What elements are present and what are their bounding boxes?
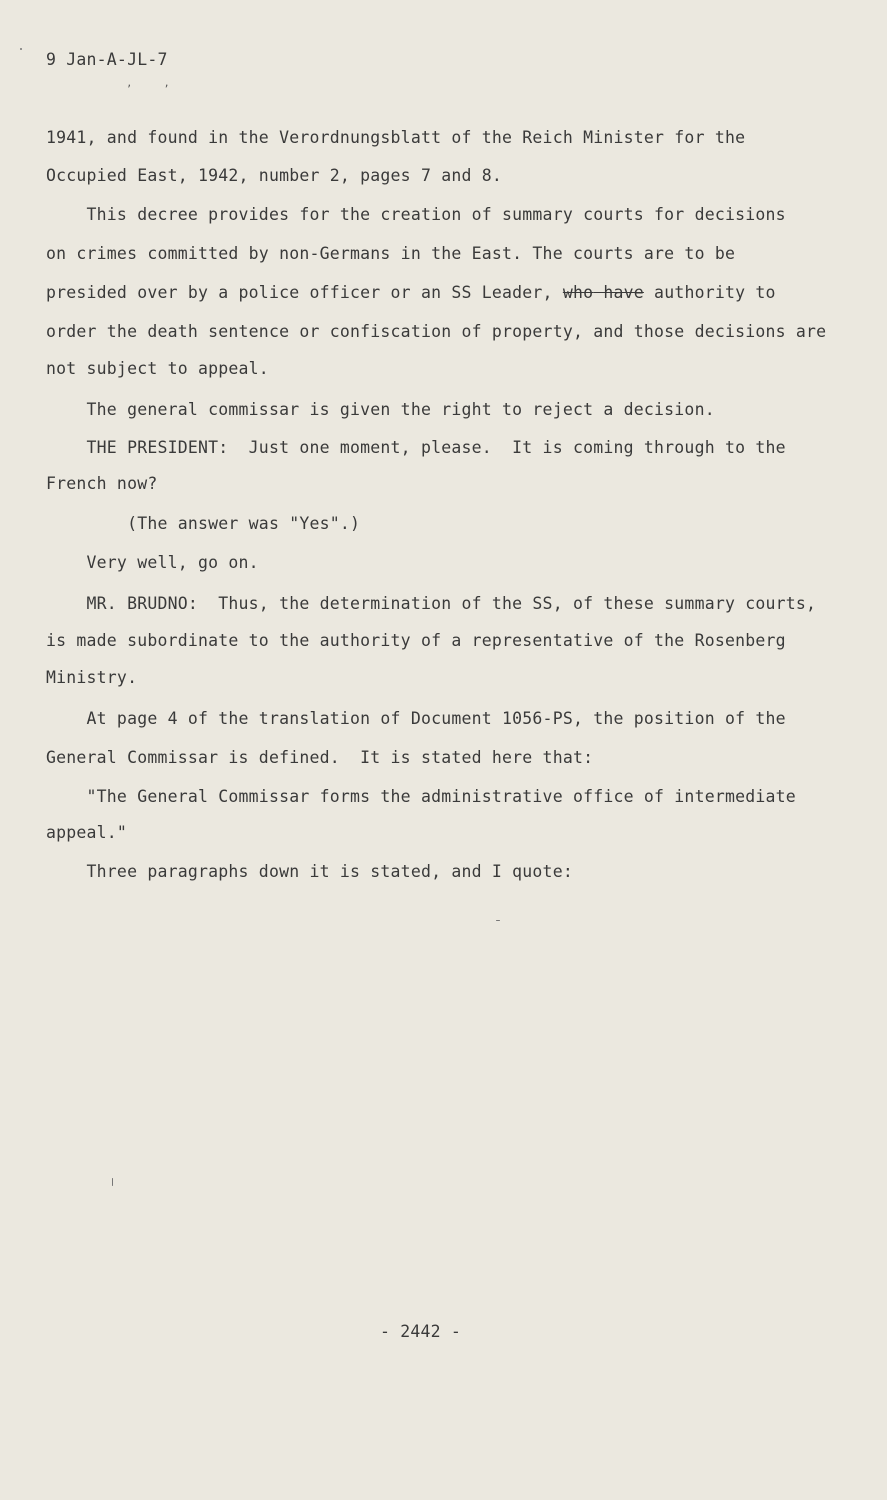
text-line: General Commissar is defined. It is stated here that: bbox=[46, 748, 594, 767]
text-line: is made subordinate to the authority of a representative of the Rosenberg bbox=[46, 631, 786, 650]
page-header: 9 Jan-A-JL-7 bbox=[46, 50, 168, 69]
text-line: THE PRESIDENT: Just one moment, please. It is coming through to the bbox=[46, 438, 786, 457]
text-line: The general commissar is given the right to reject a decision. bbox=[46, 400, 715, 419]
paper-speck bbox=[112, 1178, 113, 1186]
text-line: Three paragraphs down it is stated, and I quote: bbox=[46, 862, 573, 881]
text-line: Occupied East, 1942, number 2, pages 7 and 8. bbox=[46, 166, 503, 185]
struck-word: have bbox=[593, 283, 644, 302]
text-line bbox=[46, 283, 776, 303]
text-line: "The General Commissar forms the administrative office of intermediate bbox=[46, 787, 796, 806]
text-line: 1941, and found in the Verordnungsblatt of the Reich Minister for the bbox=[46, 128, 746, 147]
text-line: French now? bbox=[46, 474, 158, 493]
text-line: Very well, go on. bbox=[46, 553, 259, 572]
page-number: - 2442 - bbox=[380, 1322, 462, 1341]
text-line: order the death sentence or confiscation of property, and those decisions are bbox=[46, 322, 827, 341]
text-line: not subject to appeal. bbox=[46, 359, 269, 378]
text-segment: presided over by a police officer or an SS Leader, bbox=[46, 283, 553, 302]
text-line: Ministry. bbox=[46, 668, 138, 687]
text-line: appeal." bbox=[46, 823, 128, 842]
paper-speck bbox=[20, 48, 22, 50]
text-line: on crimes committed by non-Germans in the East. The courts are to be bbox=[46, 244, 736, 263]
text-line: This decree provides for the creation of summary courts for decisions bbox=[46, 205, 786, 224]
text-segment: authority to bbox=[643, 283, 776, 302]
paper-speck bbox=[496, 920, 500, 921]
struck-word: who bbox=[562, 283, 594, 302]
ink-marks: ʼ ʼ bbox=[126, 84, 170, 95]
text-line: At page 4 of the translation of Document 1056-PS, the position of the bbox=[46, 709, 786, 728]
text-line: (The answer was "Yes".) bbox=[46, 514, 361, 533]
text-line: MR. BRUDNO: Thus, the determination of the SS, of these summary courts, bbox=[46, 594, 817, 613]
